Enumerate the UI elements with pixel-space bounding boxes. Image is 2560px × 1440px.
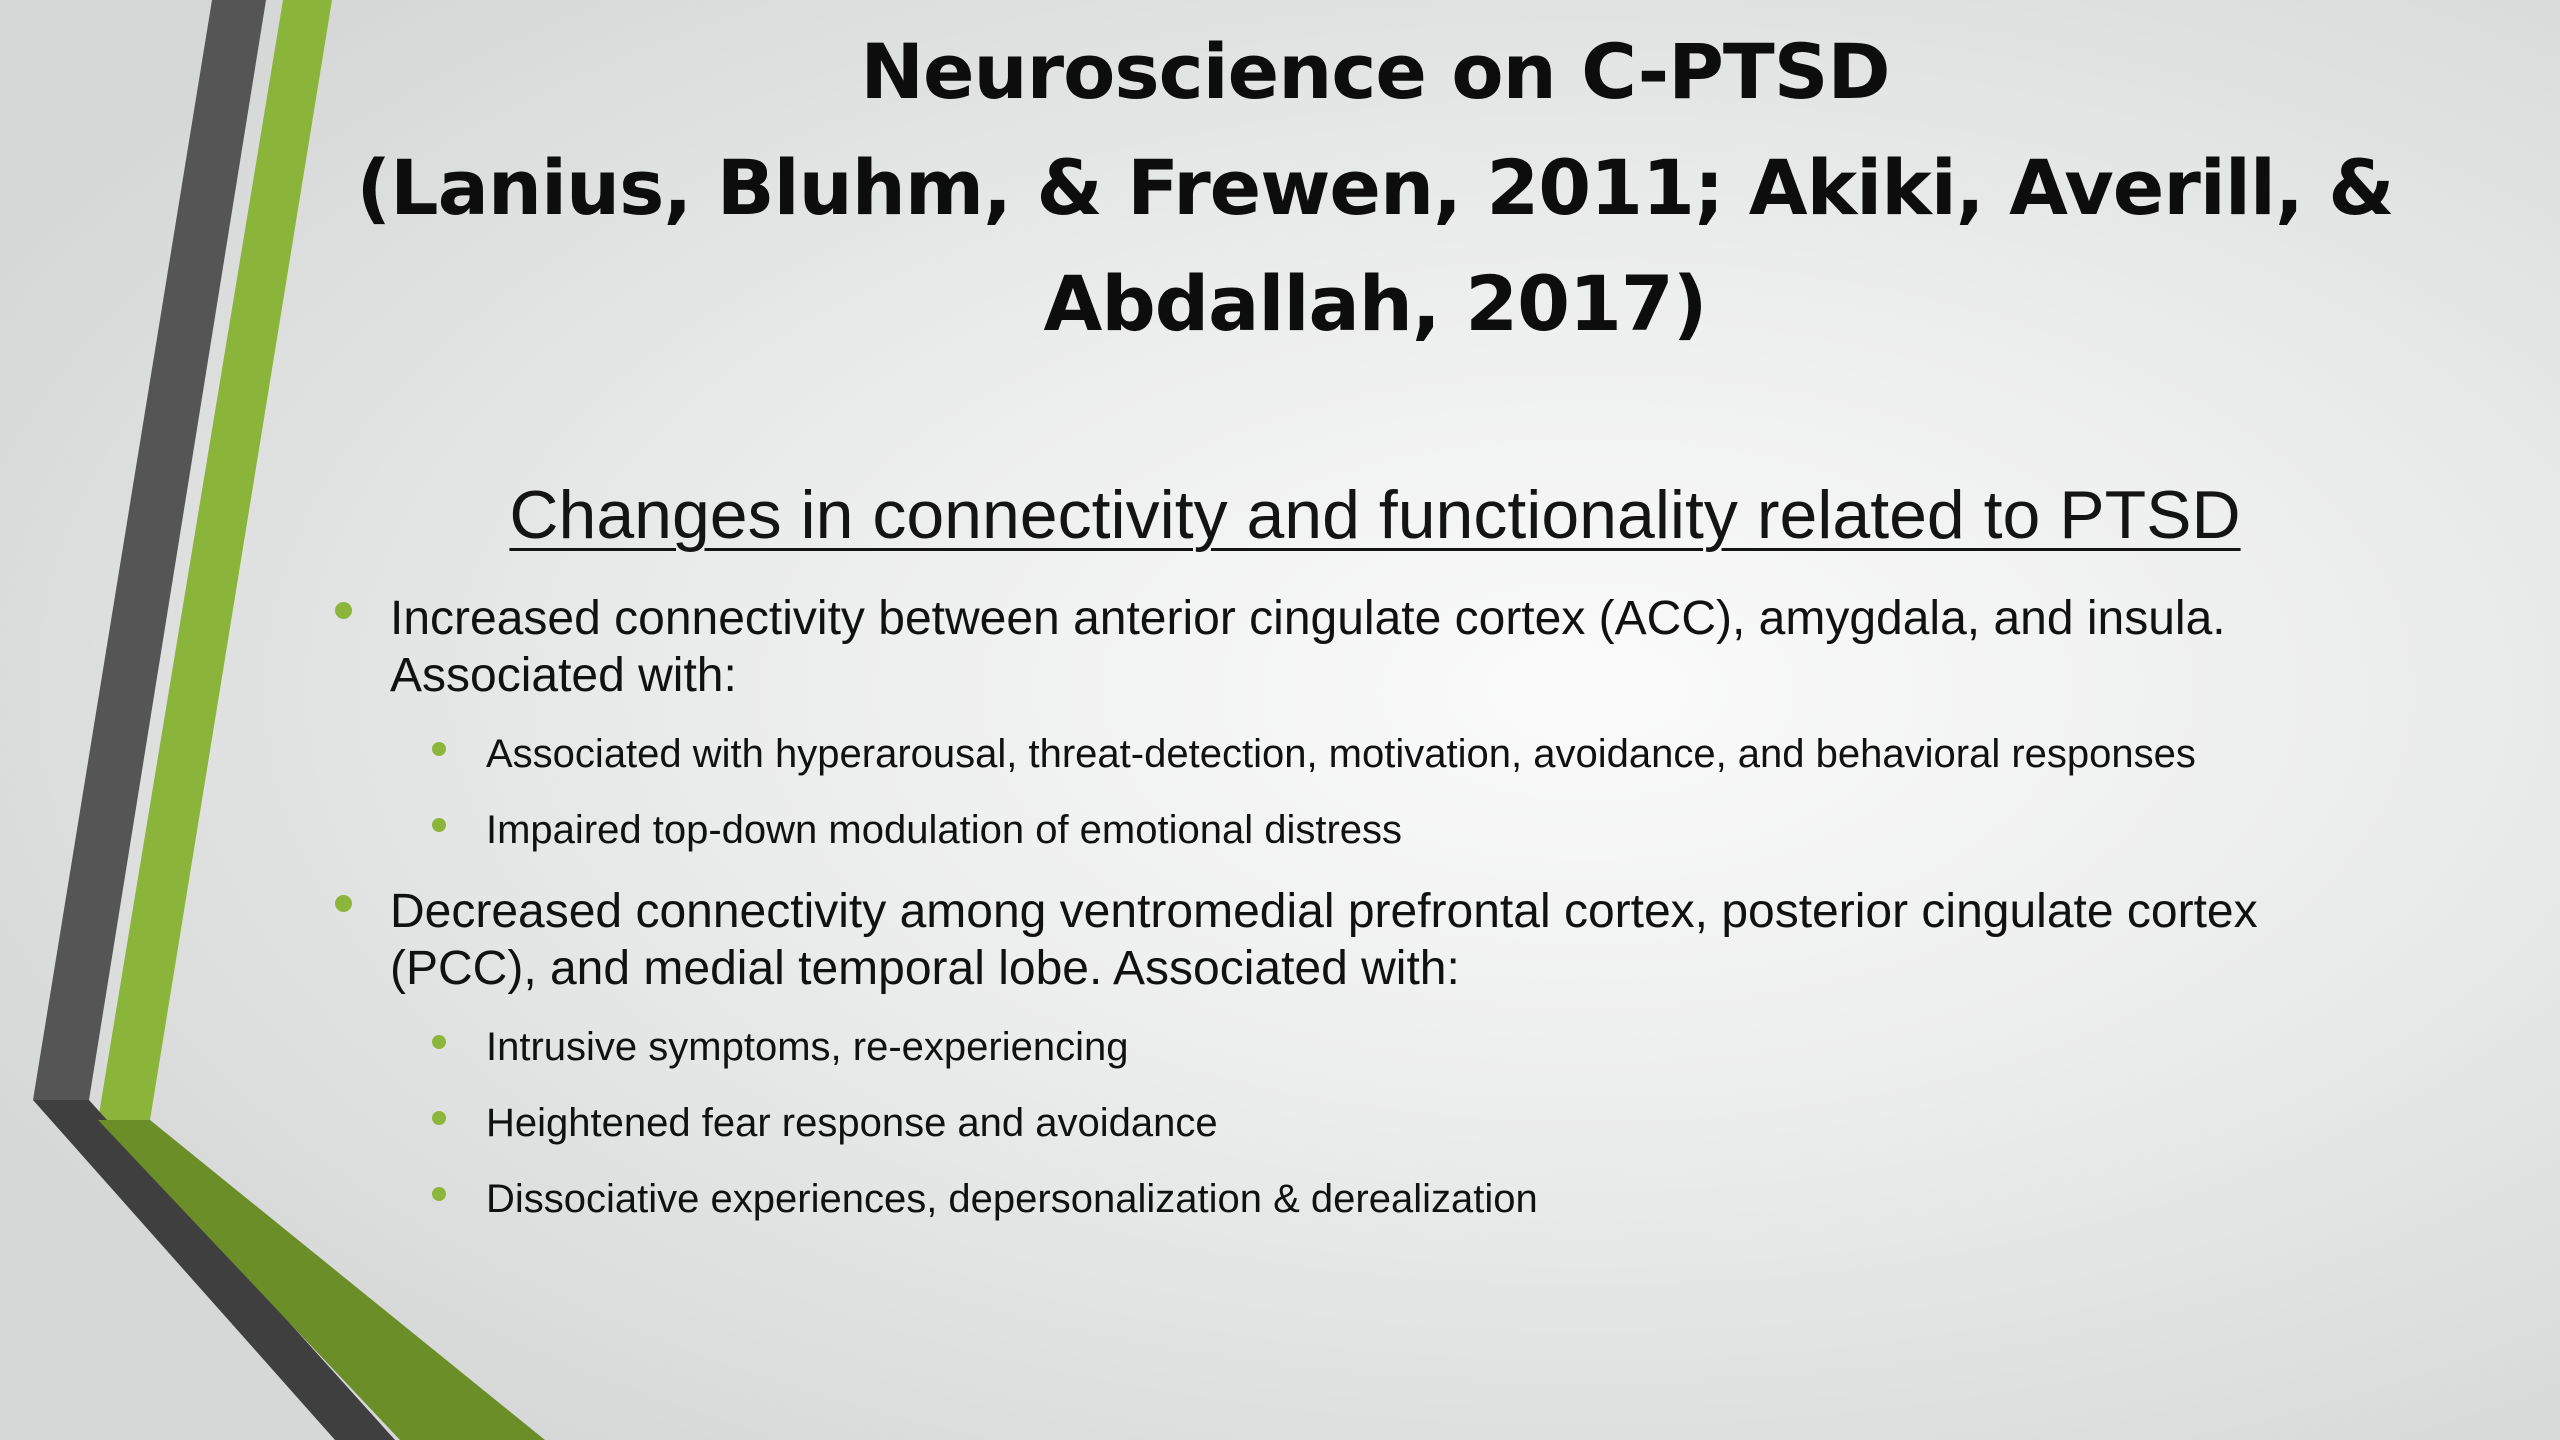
bullet-dot-icon [335, 602, 352, 619]
sub-bullet-dissociative [330, 1174, 2410, 1224]
title-line-1: Neuroscience on C-PTSD [860, 27, 1890, 116]
title-line-3: Abdallah, 2017) [1043, 259, 1707, 348]
bullet-increased-connectivity [330, 590, 2410, 704]
sub-bullet-text: Impaired top-down modulation of emotional distress [486, 808, 1403, 852]
sub-bullet-fear-response [330, 1098, 2410, 1148]
bullet-decreased-connectivity [330, 883, 2410, 997]
sub-bullet-text: Dissociative experiences, depersonalization & derealization [486, 1177, 1538, 1221]
sub-bullet-hyperarousal [330, 729, 2410, 779]
bullet-dot-icon [432, 1035, 446, 1049]
slide-title [330, 14, 2420, 362]
section-subheading: Changes in connectivity and functionality related to PTSD [509, 477, 2241, 553]
title-line-2: (Lanius, Bluhm, & Frewen, 2011; Akiki, Averill, & [356, 143, 2394, 232]
sub-bullet-text: Intrusive symptoms, re-experiencing [486, 1025, 1129, 1069]
bullet-list [330, 590, 2410, 1224]
sub-bullet-text: Associated with hyperarousal, threat-detection, motivation, avoidance, and behavioral responses [486, 732, 2196, 776]
bullet-dot-icon [432, 1187, 446, 1201]
bullet-dot-icon [432, 818, 446, 832]
bullet-dot-icon [335, 895, 352, 912]
bullet-dot-icon [432, 742, 446, 756]
sub-bullet-impaired-modulation [330, 805, 2410, 855]
bullet-dot-icon [432, 1111, 446, 1125]
sub-bullet-intrusive-symptoms [330, 1022, 2410, 1072]
sub-bullet-text: Heightened fear response and avoidance [486, 1101, 1218, 1145]
bullet-text: Increased connectivity between anterior cingulate cortex (ACC), amygdala, and insula. Associated with: [390, 592, 2226, 702]
bullet-text: Decreased connectivity among ventromedial prefrontal cortex, posterior cingulate cortex (PCC), and medial temporal lobe. Associated with: [390, 885, 2258, 995]
